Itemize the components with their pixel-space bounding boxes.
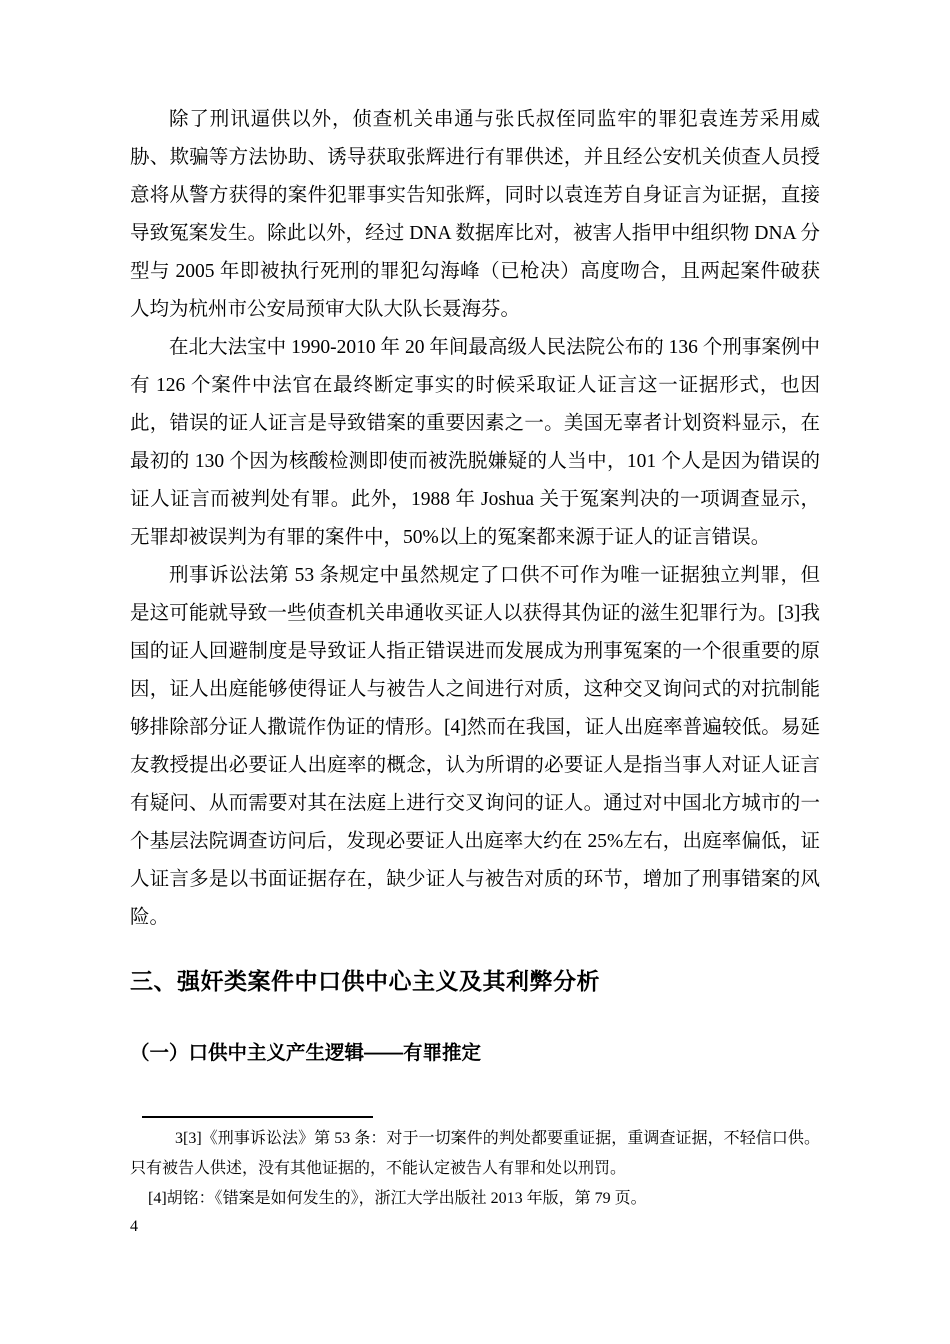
subsection-heading: （一）口供中主义产生逻辑——有罪推定 (130, 1042, 482, 1064)
footnote-4: [4]胡铭：《错案是如何发生的》，浙江大学出版社 2013 年版，第 79 页。 (148, 1190, 647, 1207)
page-number: 4 (130, 1218, 138, 1235)
body-paragraph: 刑事诉讼法第 53 条规定中虽然规定了口供不可作为唯一证据独立判罪，但是这可能就导致一些侦查机关串通收买证人以获得其伪证的滋生犯罪行为。[3]我国的证人回避制度是导致证人指正错误进而发展成为刑事冤案的一个很重要的原因，证人出庭能够使得证人与被告人之间进行对质，这种交叉询问式的对抗制能够排除部分证人撒谎作伪证的情形。[4]然而在我国，证人出庭率普遍较低。易延友教授提出必要证人出庭率的概念，认为所谓的必要证人是指当事人对证人证言有疑问、从而需要对其在法庭上进行交叉询问的证人。通过对中国北方城市的一个基层法院调查访问后，发现必要证人出庭率大约在 25%左右，出庭率偏低，证人证言多是以书面证据存在，缺少证人与被告对质的环节，增加了刑事错案的风险。 (130, 565, 820, 928)
footnote-3: 3[3]《刑事诉讼法》第 53 条：对于一切案件的判处都要重证据，重调查证据，不轻信口供。只有被告人供述，没有其他证据的，不能认定被告人有罪和处以刑罚。 (130, 1130, 820, 1177)
body-paragraph: 在北大法宝中 1990-2010 年 20 年间最高级人民法院公布的 136 个刑事案例中有 126 个案件中法官在最终断定事实的时候采取证人证言这一证据形式，也因此，错误的证人证言是导致错案的重要因素之一。美国无辜者计划资料显示，在最初的 130 个因为核酸检测即使而被洗脱嫌疑的人当中，101 个人是因为错误的证人证言而被判处有罪。此外，1988 年 Joshua 关于冤案判决的一项调查显示，无罪却被误判为有罪的案件中，50%以上的冤案都来源于证人的证言错误。 (130, 337, 820, 548)
body-text-column (130, 101, 820, 1067)
section-heading: 三、强奸类案件中口供中心主义及其利弊分析 (130, 968, 600, 994)
footnote-separator-line (142, 1116, 373, 1118)
body-paragraph: 除了刑讯逼供以外，侦查机关串通与张氏叔侄同监牢的罪犯袁连芳采用威胁、欺骗等方法协助、诱导获取张辉进行有罪供述，并且经公安机关侦查人员授意将从警方获得的案件犯罪事实告知张辉，同时以袁连芳自身证言为证据，直接导致冤案发生。除此以外，经过 DNA 数据库比对，被害人指甲中组织物 DNA 分型与 2005 年即被执行死刑的罪犯勾海峰（已枪决）高度吻合，且两起案件破获人均为杭州市公安局预审大队大队长聂海芬。 (130, 109, 820, 320)
footnote-area (130, 1116, 820, 1238)
